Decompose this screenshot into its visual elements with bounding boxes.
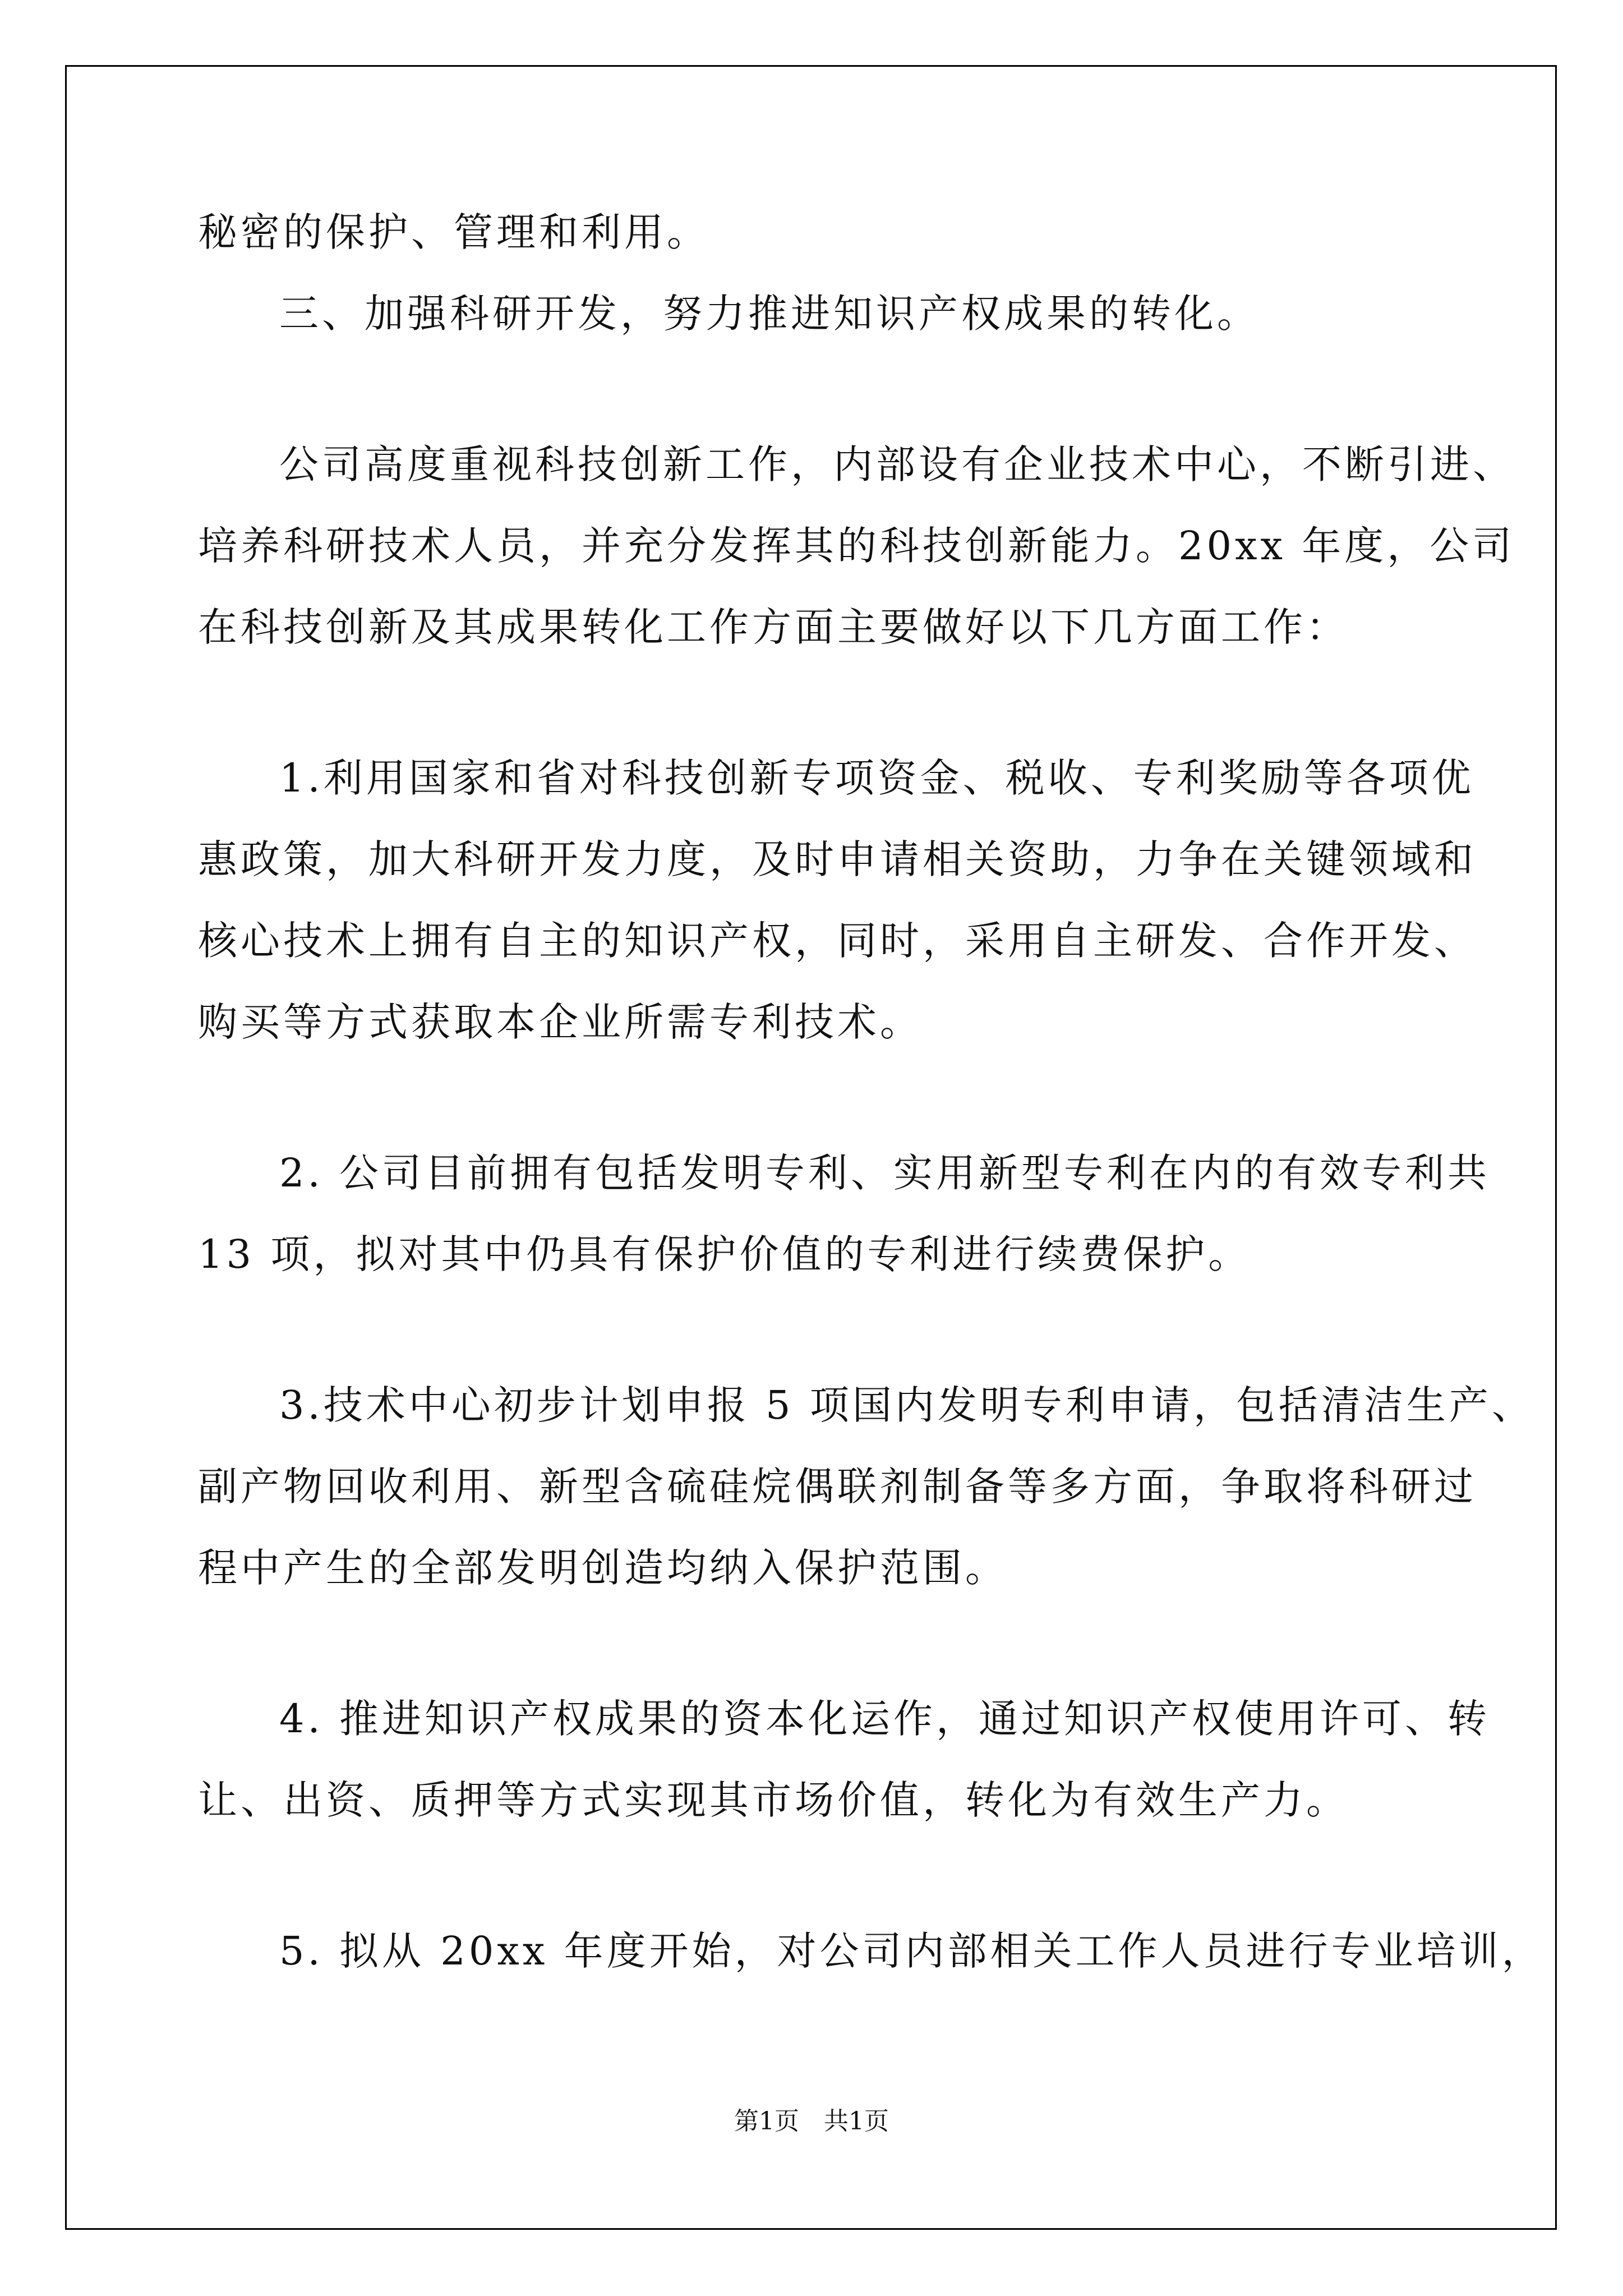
list-item-2: 2. 公司目前拥有包括发明专利、实用新型专利在内的有效专利共	[279, 1150, 1491, 1196]
text-line: 公司高度重视科技创新工作，内部设有企业技术中心，不断引进、	[279, 441, 1515, 487]
text-line: 惠政策，加大科研开发力度，及时申请相关资助，力争在关键领域和	[198, 836, 1477, 882]
text-line: 购买等方式获取本企业所需专利技术。	[198, 999, 923, 1045]
text-line: 让、出资、质押等方式实现其市场价值，转化为有效生产力。	[198, 1777, 1349, 1823]
list-item-1: 1.利用国家和省对科技创新专项资金、税收、专利奖励等各项优	[279, 755, 1474, 801]
text-line: 培养科研技术人员，并充分发挥其的科技创新能力。20xx 年度，公司	[198, 523, 1515, 569]
list-item-4: 4. 推进知识产权成果的资本化运作，通过知识产权使用许可、转	[279, 1696, 1491, 1742]
list-item-3: 3.技术中心初步计划申报 5 项国内发明专利申请，包括清洁生产、	[279, 1382, 1534, 1428]
text-line: 副产物回收利用、新型含硫硅烷偶联剂制备等多方面，争取将科研过	[198, 1464, 1477, 1510]
text-line: 秘密的保护、管理和利用。	[198, 209, 709, 255]
text-line: 程中产生的全部发明创造均纳入保护范围。	[198, 1545, 1008, 1591]
section-heading: 三、加强科研开发，努力推进知识产权成果的转化。	[279, 291, 1260, 337]
list-item-5: 5. 拟从 20xx 年度开始，对公司内部相关工作人员进行专业培训，	[279, 1928, 1544, 1974]
text-line: 在科技创新及其成果转化工作方面主要做好以下几方面工作：	[198, 604, 1349, 650]
text-line: 核心技术上拥有自主的知识产权，同时，采用自主研发、合作开发、	[198, 918, 1477, 964]
text-line: 13 项，拟对其中仍具有保护价值的专利进行续费保护。	[198, 1231, 1251, 1277]
page-footer: 第1页 共1页	[734, 2107, 889, 2136]
